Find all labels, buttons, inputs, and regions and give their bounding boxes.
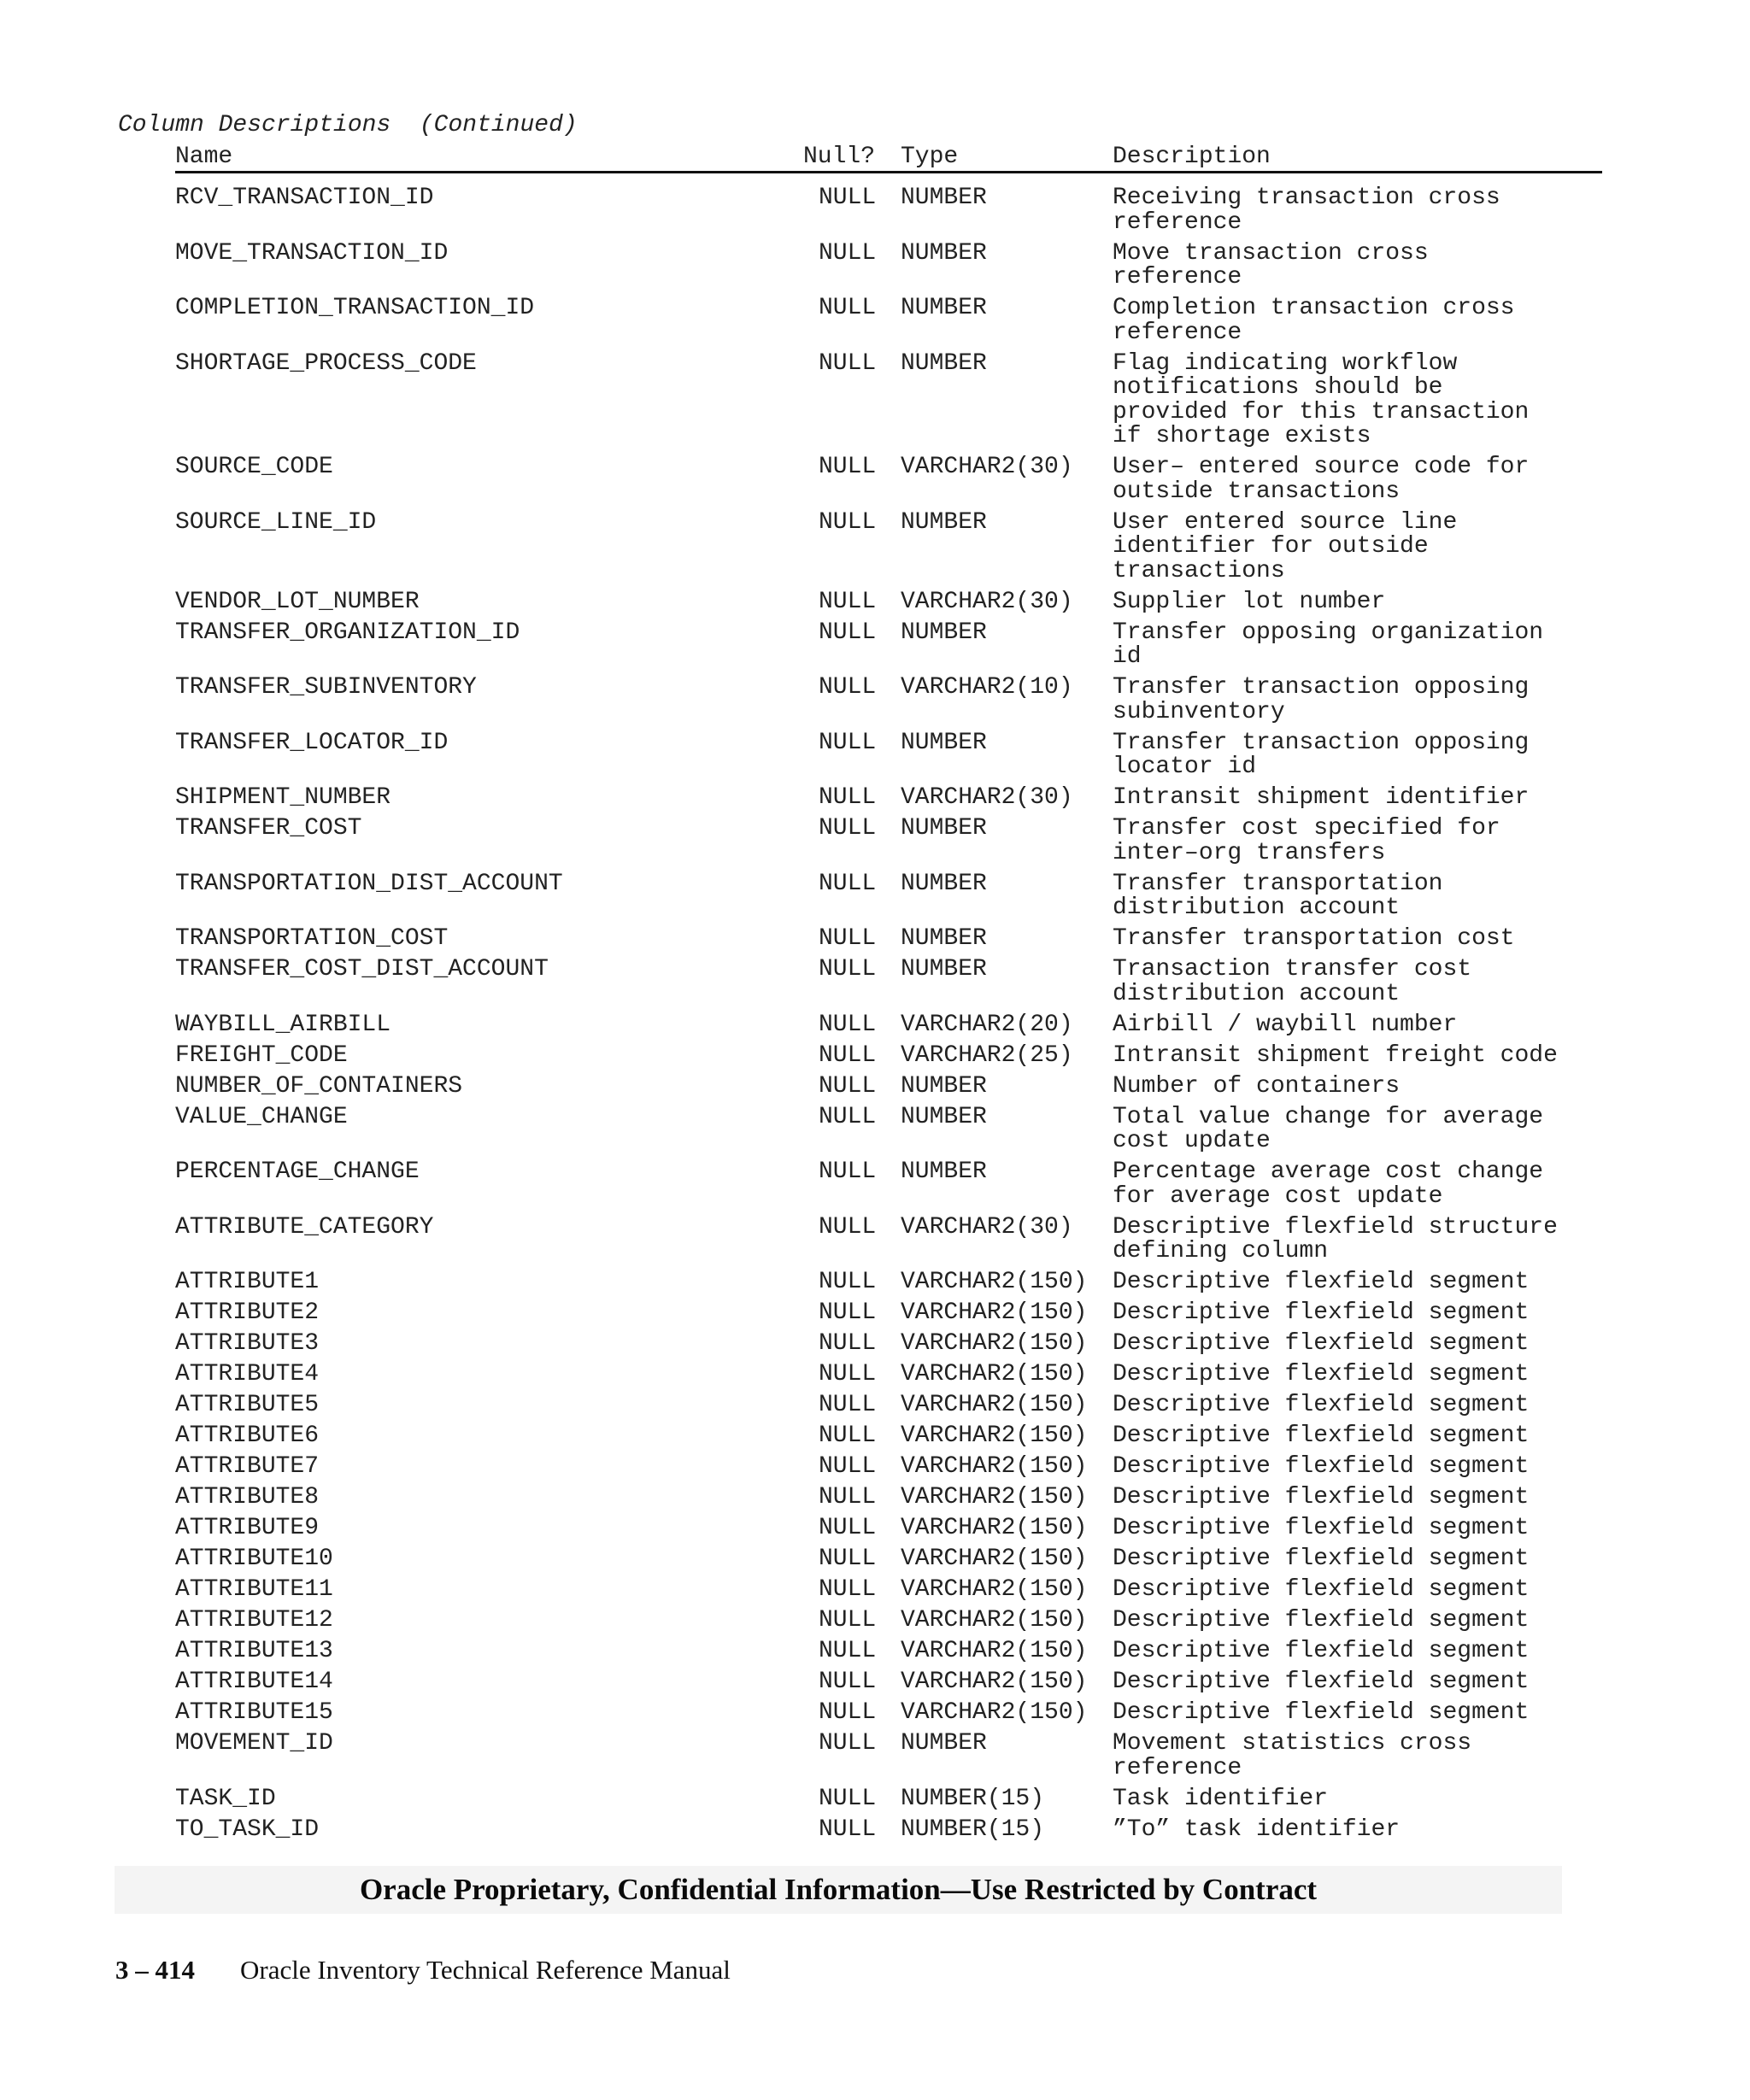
data-type: NUMBER	[901, 295, 987, 321]
data-type: NUMBER	[901, 925, 987, 952]
nullable-value: NULL	[819, 1546, 877, 1572]
description-line: Receiving transaction cross	[1113, 185, 1500, 211]
nullable-value: NULL	[819, 1816, 877, 1843]
nullable-value: NULL	[819, 1515, 877, 1541]
description-line: Task identifier	[1113, 1785, 1329, 1812]
column-name: SOURCE_CODE	[175, 454, 333, 480]
table-row	[175, 786, 1602, 817]
header-description: Description	[1113, 144, 1271, 170]
manual-title: Oracle Inventory Technical Reference Manual	[240, 1955, 731, 1985]
data-type: NUMBER	[901, 956, 987, 983]
column-description	[1113, 508, 1602, 584]
table-row	[175, 927, 1602, 958]
data-type: NUMBER	[901, 239, 987, 267]
description-line: provided for this transaction	[1113, 398, 1530, 425]
column-description	[1113, 1301, 1602, 1326]
data-type: NUMBER	[901, 729, 987, 756]
nullable-value: NULL	[819, 1422, 877, 1449]
column-name: NUMBER_OF_CONTAINERS	[175, 1072, 463, 1100]
column-description	[1113, 1072, 1602, 1100]
description-line: Movement statistics cross	[1113, 1730, 1472, 1757]
column-description	[1113, 1640, 1602, 1664]
nullable-value: NULL	[819, 1638, 877, 1664]
description-line: distribution account	[1113, 895, 1401, 921]
description-line: id	[1113, 643, 1142, 670]
column-description	[1113, 1547, 1602, 1572]
description-line: Number of containers	[1113, 1072, 1401, 1100]
nullable-value: NULL	[819, 1041, 877, 1069]
column-name: VALUE_CHANGE	[175, 1103, 348, 1130]
column-description	[1113, 1013, 1602, 1038]
table-row	[175, 590, 1602, 621]
nullable-value: NULL	[819, 1576, 877, 1603]
column-description	[1113, 1041, 1602, 1069]
column-name: ATTRIBUTE9	[175, 1515, 320, 1541]
column-description	[1113, 1424, 1602, 1449]
column-description	[1113, 1609, 1602, 1634]
column-name: TRANSFER_COST_DIST_ACCOUNT	[175, 956, 549, 983]
description-line: Descriptive flexfield segment	[1113, 1576, 1530, 1603]
header-name: Name	[175, 144, 233, 170]
data-type: NUMBER	[901, 1730, 987, 1757]
description-line: distribution account	[1113, 980, 1401, 1007]
column-name: SHORTAGE_PROCESS_CODE	[175, 349, 477, 377]
data-type: NUMBER	[901, 349, 987, 377]
description-line: Supplier lot number	[1113, 588, 1386, 615]
column-description	[1113, 1578, 1602, 1603]
description-line: Total value change for average	[1113, 1103, 1544, 1130]
description-line: Flag indicating workflow	[1113, 349, 1458, 377]
table-row	[175, 958, 1602, 1013]
nullable-value: NULL	[819, 454, 877, 480]
description-line: reference	[1113, 208, 1242, 236]
column-description	[1113, 817, 1602, 865]
column-description	[1113, 1363, 1602, 1387]
table-header	[175, 144, 1602, 173]
table-row	[175, 1640, 1602, 1670]
data-type: NUMBER	[901, 1103, 987, 1130]
table-row	[175, 349, 1602, 456]
description-line: identifier for outside	[1113, 533, 1429, 560]
description-line: subinventory	[1113, 698, 1285, 725]
nullable-value: NULL	[819, 1361, 877, 1387]
table-row	[175, 239, 1602, 297]
description-line: inter–org transfers	[1113, 839, 1386, 866]
table-row	[175, 296, 1602, 352]
description-line: Transfer transportation	[1113, 870, 1443, 897]
table-row	[175, 1301, 1602, 1332]
column-name: PERCENTAGE_CHANGE	[175, 1159, 420, 1185]
nullable-value: NULL	[819, 784, 877, 811]
column-name: ATTRIBUTE8	[175, 1484, 320, 1510]
table-row	[175, 1670, 1602, 1701]
description-line: Descriptive flexfield segment	[1113, 1453, 1530, 1480]
table-row	[175, 621, 1602, 677]
table-row	[175, 1363, 1602, 1393]
table-row	[175, 1701, 1602, 1732]
column-name: ATTRIBUTE13	[175, 1638, 333, 1664]
description-line: Percentage average cost change	[1113, 1159, 1544, 1185]
nullable-value: NULL	[819, 588, 877, 615]
data-type: VARCHAR2(150)	[901, 1453, 1088, 1480]
table-row	[175, 1332, 1602, 1363]
table-row	[175, 455, 1602, 511]
column-name: WAYBILL_AIRBILL	[175, 1011, 391, 1038]
data-type: VARCHAR2(150)	[901, 1484, 1088, 1510]
data-type: NUMBER	[901, 619, 987, 646]
column-name: SOURCE_LINE_ID	[175, 508, 377, 536]
nullable-value: NULL	[819, 185, 877, 211]
description-line: locator id	[1113, 754, 1257, 780]
data-type: VARCHAR2(150)	[901, 1299, 1088, 1326]
column-description	[1113, 1270, 1602, 1295]
description-line: Move transaction cross	[1113, 239, 1429, 267]
table-row	[175, 1609, 1602, 1640]
description-line: defining column	[1113, 1238, 1329, 1264]
data-type: VARCHAR2(150)	[901, 1576, 1088, 1603]
nullable-value: NULL	[819, 295, 877, 321]
column-name: TRANSFER_COST	[175, 815, 362, 842]
description-line: notifications should be	[1113, 374, 1443, 401]
column-name: ATTRIBUTE14	[175, 1669, 333, 1695]
table-row	[175, 1455, 1602, 1486]
column-name: ATTRIBUTE11	[175, 1576, 333, 1603]
column-description	[1113, 1160, 1602, 1209]
column-name: TRANSFER_ORGANIZATION_ID	[175, 619, 520, 646]
column-name: TRANSPORTATION_DIST_ACCOUNT	[175, 870, 563, 897]
nullable-value: NULL	[819, 870, 877, 897]
table-row	[175, 1160, 1602, 1216]
nullable-value: NULL	[819, 1103, 877, 1130]
nullable-value: NULL	[819, 1269, 877, 1295]
nullable-value: NULL	[819, 1607, 877, 1634]
column-description	[1113, 1732, 1602, 1780]
nullable-value: NULL	[819, 1785, 877, 1812]
table-row	[175, 1270, 1602, 1301]
table-row	[175, 676, 1602, 731]
data-type: VARCHAR2(30)	[901, 1213, 1073, 1241]
column-description	[1113, 1213, 1602, 1264]
data-type: NUMBER	[901, 508, 987, 536]
nullable-value: NULL	[819, 1213, 877, 1241]
table-row	[175, 508, 1602, 590]
description-line: Descriptive flexfield segment	[1113, 1546, 1530, 1572]
data-type: VARCHAR2(150)	[901, 1669, 1088, 1695]
data-type: VARCHAR2(150)	[901, 1330, 1088, 1357]
nullable-value: NULL	[819, 1011, 877, 1038]
column-description	[1113, 621, 1602, 670]
description-line: Completion transaction cross	[1113, 295, 1515, 321]
description-line: cost update	[1113, 1128, 1271, 1154]
data-type: VARCHAR2(150)	[901, 1638, 1088, 1664]
nullable-value: NULL	[819, 508, 877, 536]
nullable-value: NULL	[819, 1072, 877, 1100]
nullable-value: NULL	[819, 1669, 877, 1695]
column-name: FREIGHT_CODE	[175, 1041, 348, 1069]
table-row	[175, 731, 1602, 787]
table-row	[175, 1103, 1602, 1161]
data-type: VARCHAR2(150)	[901, 1361, 1088, 1387]
data-type: VARCHAR2(150)	[901, 1269, 1088, 1295]
data-type: NUMBER(15)	[901, 1785, 1045, 1812]
description-line: Transfer transaction opposing	[1113, 729, 1530, 756]
description-line: reference	[1113, 1754, 1242, 1781]
column-description	[1113, 296, 1602, 345]
data-type: NUMBER	[901, 185, 987, 211]
column-name: ATTRIBUTE2	[175, 1299, 320, 1326]
description-line: Descriptive flexfield segment	[1113, 1699, 1530, 1726]
description-line: User entered source line	[1113, 508, 1458, 536]
table-row	[175, 1486, 1602, 1516]
header-type: Type	[901, 144, 959, 170]
nullable-value: NULL	[819, 1484, 877, 1510]
column-description	[1113, 1486, 1602, 1510]
column-name: ATTRIBUTE3	[175, 1330, 320, 1357]
column-name: ATTRIBUTE7	[175, 1453, 320, 1480]
description-line: Descriptive flexfield segment	[1113, 1422, 1530, 1449]
column-description	[1113, 958, 1602, 1006]
description-line: Descriptive flexfield segment	[1113, 1515, 1530, 1541]
description-line: Descriptive flexfield segment	[1113, 1638, 1530, 1664]
column-name: MOVEMENT_ID	[175, 1730, 333, 1757]
description-line: Descriptive flexfield segment	[1113, 1361, 1530, 1387]
page-number: 3 – 414	[115, 1955, 195, 1985]
description-line: Descriptive flexfield segment	[1113, 1669, 1530, 1695]
column-name: ATTRIBUTE15	[175, 1699, 333, 1726]
table-row	[175, 1547, 1602, 1578]
column-name: SHIPMENT_NUMBER	[175, 784, 391, 811]
description-line: Descriptive flexfield segment	[1113, 1330, 1530, 1357]
nullable-value: NULL	[819, 925, 877, 952]
column-description	[1113, 1701, 1602, 1726]
description-line: Airbill / waybill number	[1113, 1011, 1458, 1038]
description-line: if shortage exists	[1113, 423, 1371, 449]
table-row	[175, 1013, 1602, 1044]
column-description	[1113, 872, 1602, 921]
column-name: TASK_ID	[175, 1785, 276, 1812]
column-description	[1113, 349, 1602, 449]
data-type: VARCHAR2(20)	[901, 1011, 1073, 1038]
data-type: NUMBER	[901, 870, 987, 897]
nullable-value: NULL	[819, 956, 877, 983]
data-type: NUMBER	[901, 1159, 987, 1185]
data-type: VARCHAR2(150)	[901, 1607, 1088, 1634]
description-line: Intransit shipment freight code	[1113, 1041, 1558, 1069]
column-description	[1113, 455, 1602, 504]
data-type: VARCHAR2(30)	[901, 588, 1073, 615]
column-description	[1113, 1455, 1602, 1480]
column-name: ATTRIBUTE4	[175, 1361, 320, 1387]
data-type: VARCHAR2(150)	[901, 1392, 1088, 1418]
table-row	[175, 817, 1602, 872]
description-line: Intransit shipment identifier	[1113, 784, 1530, 811]
column-description	[1113, 239, 1602, 290]
table-row	[175, 1818, 1602, 1849]
column-description	[1113, 676, 1602, 724]
description-line: transactions	[1113, 557, 1285, 584]
header-null: Null?	[803, 144, 876, 170]
column-description	[1113, 786, 1602, 811]
column-name: MOVE_TRANSACTION_ID	[175, 239, 449, 267]
data-type: VARCHAR2(10)	[901, 674, 1073, 701]
nullable-value: NULL	[819, 1392, 877, 1418]
data-type: VARCHAR2(30)	[901, 784, 1073, 811]
description-line: User– entered source code for	[1113, 454, 1530, 480]
nullable-value: NULL	[819, 239, 877, 267]
column-descriptions-table	[175, 144, 1602, 1849]
column-name: ATTRIBUTE_CATEGORY	[175, 1213, 434, 1241]
data-type: VARCHAR2(150)	[901, 1515, 1088, 1541]
nullable-value: NULL	[819, 1299, 877, 1326]
table-row	[175, 1041, 1602, 1075]
description-line: Transfer cost specified for	[1113, 815, 1500, 842]
description-line: reference	[1113, 319, 1242, 346]
nullable-value: NULL	[819, 674, 877, 701]
section-title: Column Descriptions (Continued)	[118, 112, 578, 138]
description-line: reference	[1113, 264, 1242, 290]
data-type: NUMBER(15)	[901, 1816, 1045, 1843]
description-line: Transaction transfer cost	[1113, 956, 1472, 983]
column-description	[1113, 1787, 1602, 1812]
nullable-value: NULL	[819, 1159, 877, 1185]
data-type: NUMBER	[901, 1072, 987, 1100]
description-line: for average cost update	[1113, 1182, 1443, 1210]
column-description	[1113, 1818, 1602, 1843]
column-description	[1113, 927, 1602, 952]
data-type: VARCHAR2(150)	[901, 1546, 1088, 1572]
description-line: Descriptive flexfield segment	[1113, 1269, 1530, 1295]
column-description	[1113, 186, 1602, 235]
table-body	[175, 173, 1602, 1849]
column-description	[1113, 1332, 1602, 1357]
column-description	[1113, 1393, 1602, 1418]
nullable-value: NULL	[819, 619, 877, 646]
column-description	[1113, 1516, 1602, 1541]
column-name: ATTRIBUTE12	[175, 1607, 333, 1634]
column-name: VENDOR_LOT_NUMBER	[175, 588, 420, 615]
confidentiality-banner: Oracle Proprietary, Confidential Information––Use Restricted by Contract	[115, 1866, 1562, 1914]
column-name: COMPLETION_TRANSACTION_ID	[175, 295, 535, 321]
column-name: RCV_TRANSACTION_ID	[175, 185, 434, 211]
description-line: Transfer opposing organization	[1113, 619, 1544, 646]
description-line: Transfer transportation cost	[1113, 925, 1515, 952]
column-description	[1113, 1670, 1602, 1695]
column-name: ATTRIBUTE10	[175, 1546, 333, 1572]
description-line: Descriptive flexfield structure	[1113, 1213, 1558, 1241]
table-row	[175, 1393, 1602, 1424]
column-name: ATTRIBUTE5	[175, 1392, 320, 1418]
nullable-value: NULL	[819, 1730, 877, 1757]
description-line: Descriptive flexfield segment	[1113, 1299, 1530, 1326]
column-name: TRANSPORTATION_COST	[175, 925, 449, 952]
table-row	[175, 1578, 1602, 1609]
table-row	[175, 1072, 1602, 1106]
nullable-value: NULL	[819, 1453, 877, 1480]
nullable-value: NULL	[819, 729, 877, 756]
data-type: NUMBER	[901, 815, 987, 842]
description-line: ”To” task identifier	[1113, 1816, 1401, 1843]
description-line: Descriptive flexfield segment	[1113, 1392, 1530, 1418]
description-line: Descriptive flexfield segment	[1113, 1484, 1530, 1510]
table-row	[175, 1787, 1602, 1818]
column-name: ATTRIBUTE1	[175, 1269, 320, 1295]
table-row	[175, 1213, 1602, 1271]
column-name: TRANSFER_LOCATOR_ID	[175, 729, 449, 756]
data-type: VARCHAR2(25)	[901, 1041, 1073, 1069]
table-row	[175, 872, 1602, 928]
data-type: VARCHAR2(150)	[901, 1422, 1088, 1449]
nullable-value: NULL	[819, 815, 877, 842]
column-name: TRANSFER_SUBINVENTORY	[175, 674, 477, 701]
table-row	[175, 1424, 1602, 1455]
column-description	[1113, 590, 1602, 615]
description-line: Descriptive flexfield segment	[1113, 1607, 1530, 1634]
data-type: VARCHAR2(150)	[901, 1699, 1088, 1726]
column-name: TO_TASK_ID	[175, 1816, 320, 1843]
column-description	[1113, 1103, 1602, 1154]
column-description	[1113, 731, 1602, 780]
table-row	[175, 186, 1602, 242]
data-type: VARCHAR2(30)	[901, 454, 1073, 480]
nullable-value: NULL	[819, 349, 877, 377]
table-row	[175, 1732, 1602, 1787]
nullable-value: NULL	[819, 1330, 877, 1357]
description-line: Transfer transaction opposing	[1113, 674, 1530, 701]
table-row	[175, 1516, 1602, 1547]
nullable-value: NULL	[819, 1699, 877, 1726]
description-line: outside transactions	[1113, 478, 1401, 505]
column-name: ATTRIBUTE6	[175, 1422, 320, 1449]
